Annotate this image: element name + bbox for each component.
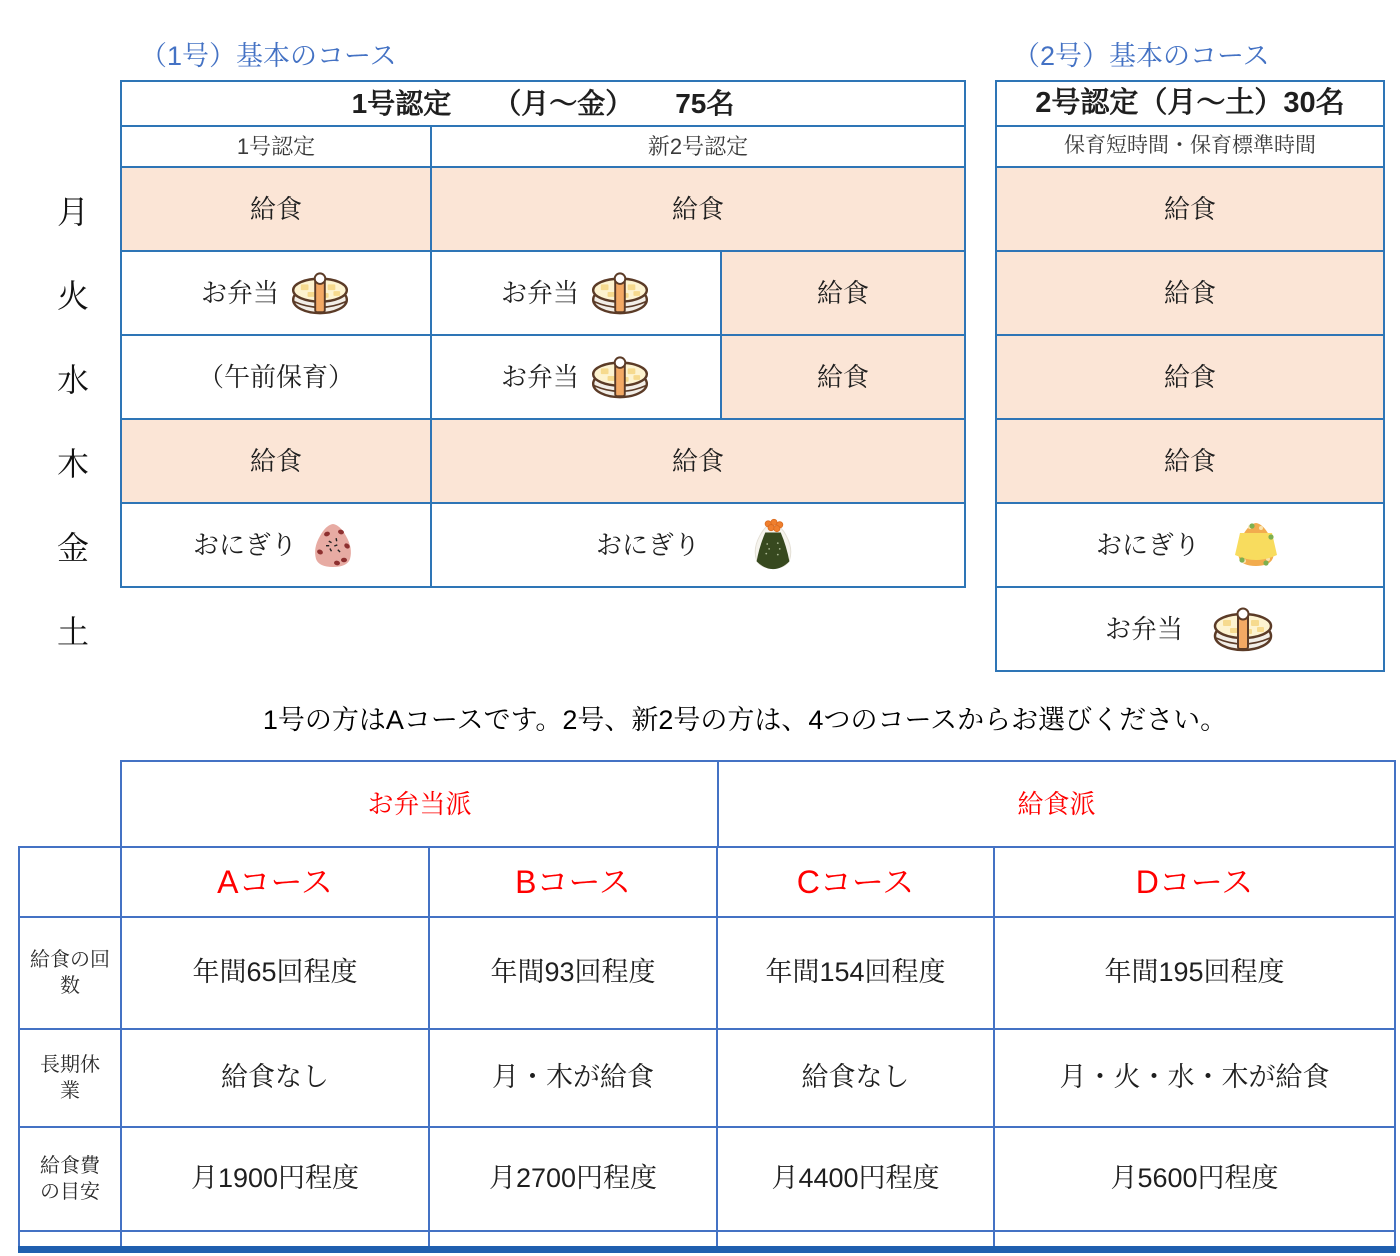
- vacation-b: 月・木が給食: [430, 1030, 716, 1126]
- cost-b: 月2700円程度: [430, 1128, 716, 1230]
- bento-box-icon: [1211, 605, 1275, 653]
- section-title-course2: （2号）基本のコース: [1013, 41, 1270, 71]
- row-label-line: 数: [60, 975, 80, 997]
- cutoff-row-cell: [995, 1232, 1394, 1246]
- meal-count-d: 年間195回程度: [995, 918, 1394, 1028]
- cutoff-row-cell: [718, 1232, 993, 1246]
- cell-mon-1gou: 給食: [122, 168, 430, 250]
- course-header-b: Bコース: [430, 848, 716, 916]
- nori-onigiri-icon: [746, 517, 800, 573]
- vacation-a: 給食なし: [122, 1030, 428, 1126]
- vacation-c: 給食なし: [718, 1030, 993, 1126]
- day-label-column: [51, 168, 95, 672]
- corner-empty-cell: [20, 848, 120, 916]
- cell-tue-shin2gou-kyushoku: 給食: [722, 252, 964, 334]
- table2-header: 2号認定（月～土）30名: [997, 82, 1383, 125]
- cell-text: お弁当: [200, 277, 279, 308]
- table1-subheader-shin2gou: 新2号認定: [432, 127, 964, 166]
- day-label-thu: 木: [56, 446, 89, 482]
- table1-subheader-1gou: 1号認定: [122, 127, 430, 166]
- row-label-line: 給食の回: [30, 949, 110, 971]
- cost-d: 月5600円程度: [995, 1128, 1394, 1230]
- course-header-c: Cコース: [718, 848, 993, 916]
- cost-c: 月4400円程度: [718, 1128, 993, 1230]
- course-header-a: Aコース: [122, 848, 428, 916]
- cell-thu-1gou: 給食: [122, 420, 430, 502]
- course-group-header-row: [120, 760, 1396, 848]
- cell2-thu: 給食: [997, 420, 1383, 502]
- row-label-line: 長期休: [40, 1054, 100, 1076]
- cell-text: おにぎり: [1095, 529, 1200, 560]
- day-label-tue: 火: [56, 278, 89, 314]
- cell-thu-shin2gou: 給食: [432, 420, 964, 502]
- cell2-mon: 給食: [997, 168, 1383, 250]
- cell-text: お弁当: [500, 361, 579, 392]
- table-course2: [995, 80, 1385, 672]
- cell-tue-1gou: [122, 252, 430, 334]
- bento-box-icon: [589, 354, 651, 400]
- cell-text: お弁当: [1104, 613, 1183, 644]
- cell2-tue: 給食: [997, 252, 1383, 334]
- cell-tue-shin2gou-bento: [432, 252, 720, 334]
- section-title-course1: （1号）基本のコース: [140, 41, 397, 71]
- cell-wed-1gou: （午前保育）: [122, 336, 430, 418]
- egg-onigiri-icon: [1228, 519, 1284, 571]
- row-label-line: 業: [60, 1080, 80, 1102]
- meal-count-b: 年間93回程度: [430, 918, 716, 1028]
- cutoff-row-cell: [20, 1232, 120, 1246]
- note-text: 1号の方はAコースです。2号、新2号の方は、4つのコースからお選びください。: [262, 705, 1228, 735]
- day-label-mon: 月: [56, 194, 89, 230]
- bento-box-icon: [589, 270, 651, 316]
- row-label-line: の目安: [40, 1181, 100, 1203]
- cell-wed-shin2gou-bento: [432, 336, 720, 418]
- row-label-meal-count: [20, 918, 120, 1028]
- course-comparison-table: [18, 846, 1396, 1246]
- vacation-d: 月・火・水・木が給食: [995, 1030, 1394, 1126]
- row-label-meal-cost: [20, 1128, 120, 1230]
- meal-count-a: 年間65回程度: [122, 918, 428, 1028]
- cell-fri-1gou: [122, 504, 430, 586]
- cell2-sat: [997, 588, 1383, 670]
- table-course1: [120, 80, 966, 588]
- day-label-wed: 水: [56, 362, 89, 398]
- cell2-wed: 給食: [997, 336, 1383, 418]
- cell-text: おにぎり: [192, 529, 297, 560]
- day-label-fri: 金: [56, 530, 89, 566]
- cost-a: 月1900円程度: [122, 1128, 428, 1230]
- cell-fri-shin2gou: [432, 504, 964, 586]
- cell-text: お弁当: [500, 277, 579, 308]
- row-label-line: 給食費: [40, 1155, 100, 1177]
- cutoff-row-cell: [430, 1232, 716, 1246]
- table1-header: 1号認定 （月～金） 75名: [122, 82, 964, 125]
- bottom-table-edge-bar: [18, 1246, 1396, 1253]
- cell2-fri: [997, 504, 1383, 586]
- table2-subheader: 保育短時間・保育標準時間: [997, 127, 1383, 166]
- meal-count-c: 年間154回程度: [718, 918, 993, 1028]
- day-label-sat: 土: [56, 614, 89, 650]
- red-rice-onigiri-icon: [307, 519, 359, 571]
- row-label-long-vacation: [20, 1030, 120, 1126]
- cell-text: おにぎり: [595, 529, 700, 560]
- bento-box-icon: [289, 270, 351, 316]
- group-header-kyushoku: 給食派: [719, 762, 1394, 846]
- cell-mon-shin2gou: 給食: [432, 168, 964, 250]
- cutoff-row-cell: [122, 1232, 428, 1246]
- group-header-bento: お弁当派: [122, 762, 717, 846]
- course-header-d: Dコース: [995, 848, 1394, 916]
- cell-wed-shin2gou-kyushoku: 給食: [722, 336, 964, 418]
